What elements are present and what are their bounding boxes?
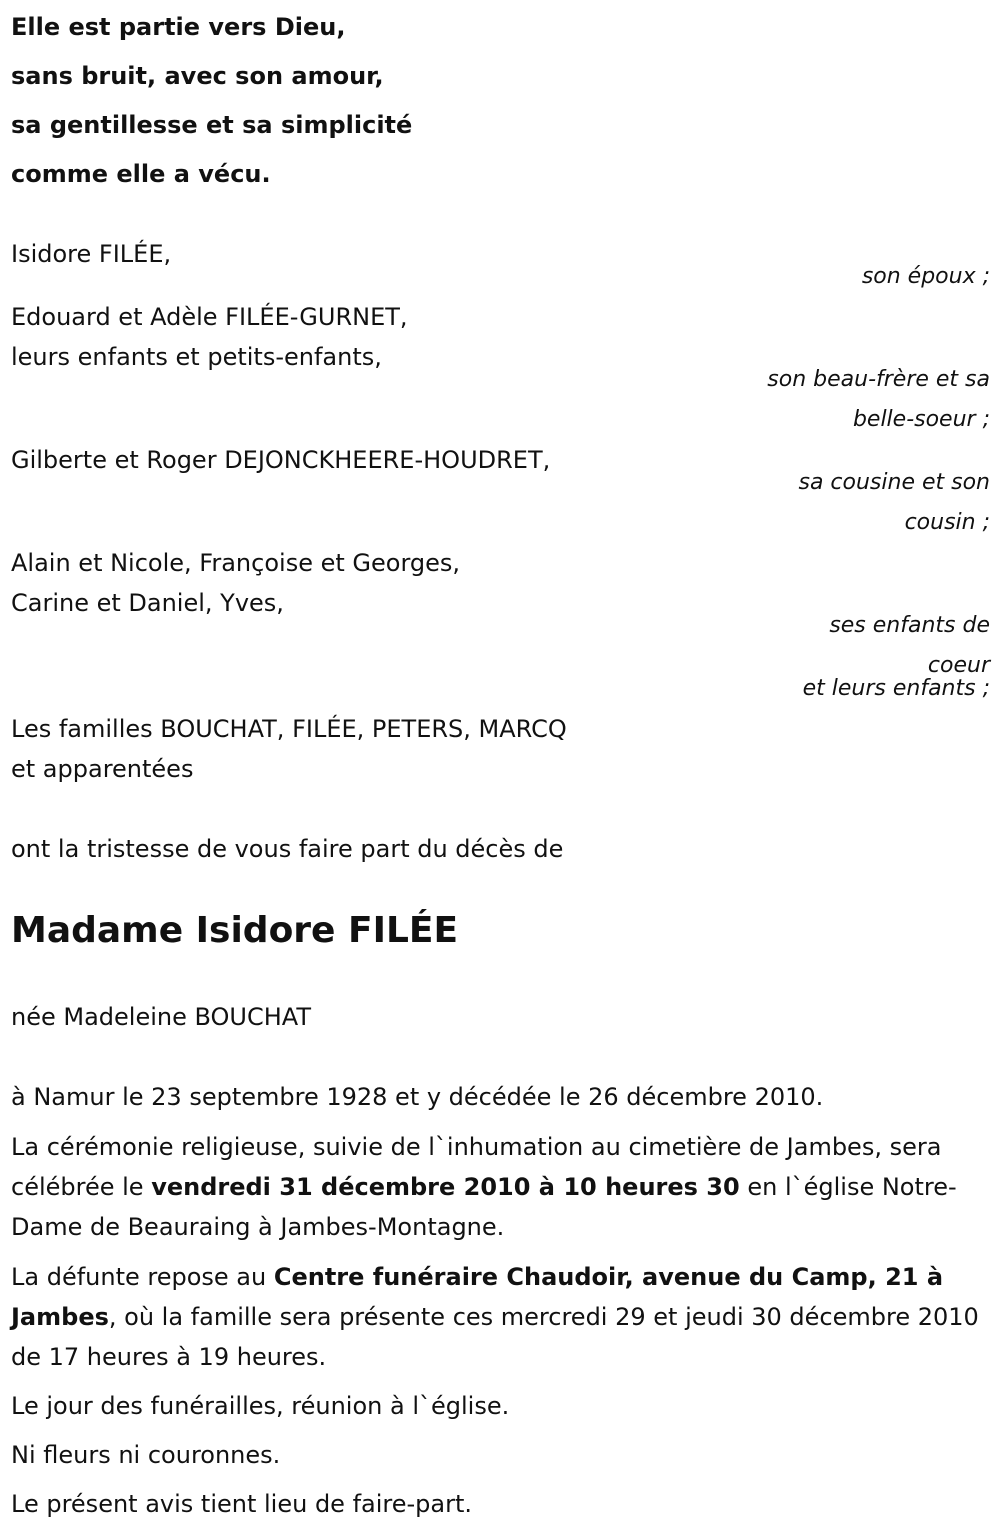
children-relation-line-1: ses enfants de xyxy=(829,613,990,638)
inlaws-descendants: leurs enfants et petits-enfants, xyxy=(11,343,382,371)
meeting-note: Le jour des funérailles, réunion à l`église. xyxy=(11,1392,510,1420)
husband-relation: son époux ; xyxy=(861,264,990,289)
announcement: ont la tristesse de vous faire part du décès de xyxy=(11,835,564,863)
children-names-line-2: Carine et Daniel, Yves, xyxy=(11,589,284,617)
inlaws-name: Edouard et Adèle FILÉE-GURNET, xyxy=(11,303,408,331)
ceremony-text-1: La cérémonie religieuse, suivie de l`inhumation au cimetière de Jambes, sera célébrée le xyxy=(11,1133,942,1201)
rest-paragraph xyxy=(11,1257,991,1377)
inlaws-relation-line-2: belle-soeur ; xyxy=(852,407,990,432)
rest-text-1: La défunte repose au xyxy=(11,1263,274,1291)
inlaws-relation-line-1: son beau-frère et sa xyxy=(767,367,990,392)
funeral-home-address: Centre funéraire Chaudoir, avenue du Camp, 21 à Jambes xyxy=(11,1263,944,1331)
husband-name: Isidore FILÉE, xyxy=(11,240,172,268)
deceased-name: Madame Isidore FILÉE xyxy=(11,910,459,951)
notice-note: Le présent avis tient lieu de faire-part. xyxy=(11,1490,473,1518)
flowers-note: Ni fleurs ni couronnes. xyxy=(11,1441,281,1469)
rest-text-2: , où la famille sera présente ces mercredi 29 et jeudi 30 décembre 2010 de 17 heures à 19 heures. xyxy=(11,1303,979,1371)
ceremony-paragraph xyxy=(11,1127,991,1247)
cousins-name: Gilberte et Roger DEJONCKHEERE-HOUDRET, xyxy=(11,446,551,474)
poem-line-1: Elle est partie vers Dieu, xyxy=(11,13,346,41)
cousins-relation-line-1: sa cousine et son xyxy=(798,470,990,495)
poem-line-4: comme elle a vécu. xyxy=(11,160,271,188)
birth-name: née Madeleine BOUCHAT xyxy=(11,1003,312,1031)
poem-line-2: sans bruit, avec son amour, xyxy=(11,62,384,90)
children-names-line-1: Alain et Nicole, Françoise et Georges, xyxy=(11,549,461,577)
ceremony-datetime: vendredi 31 décembre 2010 à 10 heures 30 xyxy=(151,1173,740,1201)
families-line-1: Les familles BOUCHAT, FILÉE, PETERS, MARCQ xyxy=(11,715,567,743)
families-line-2: et apparentées xyxy=(11,755,194,783)
cousins-relation-line-2: cousin ; xyxy=(904,510,990,535)
poem-line-3: sa gentillesse et sa simplicité xyxy=(11,111,413,139)
ceremony-text-2: en l`église Notre-Dame de Beauraing à Jambes-Montagne. xyxy=(11,1173,957,1241)
birth-death-dates: à Namur le 23 septembre 1928 et y décédée le 26 décembre 2010. xyxy=(11,1083,824,1111)
children-relation-line-2: coeur xyxy=(927,653,990,678)
children-relation-line-3: et leurs enfants ; xyxy=(802,676,990,701)
